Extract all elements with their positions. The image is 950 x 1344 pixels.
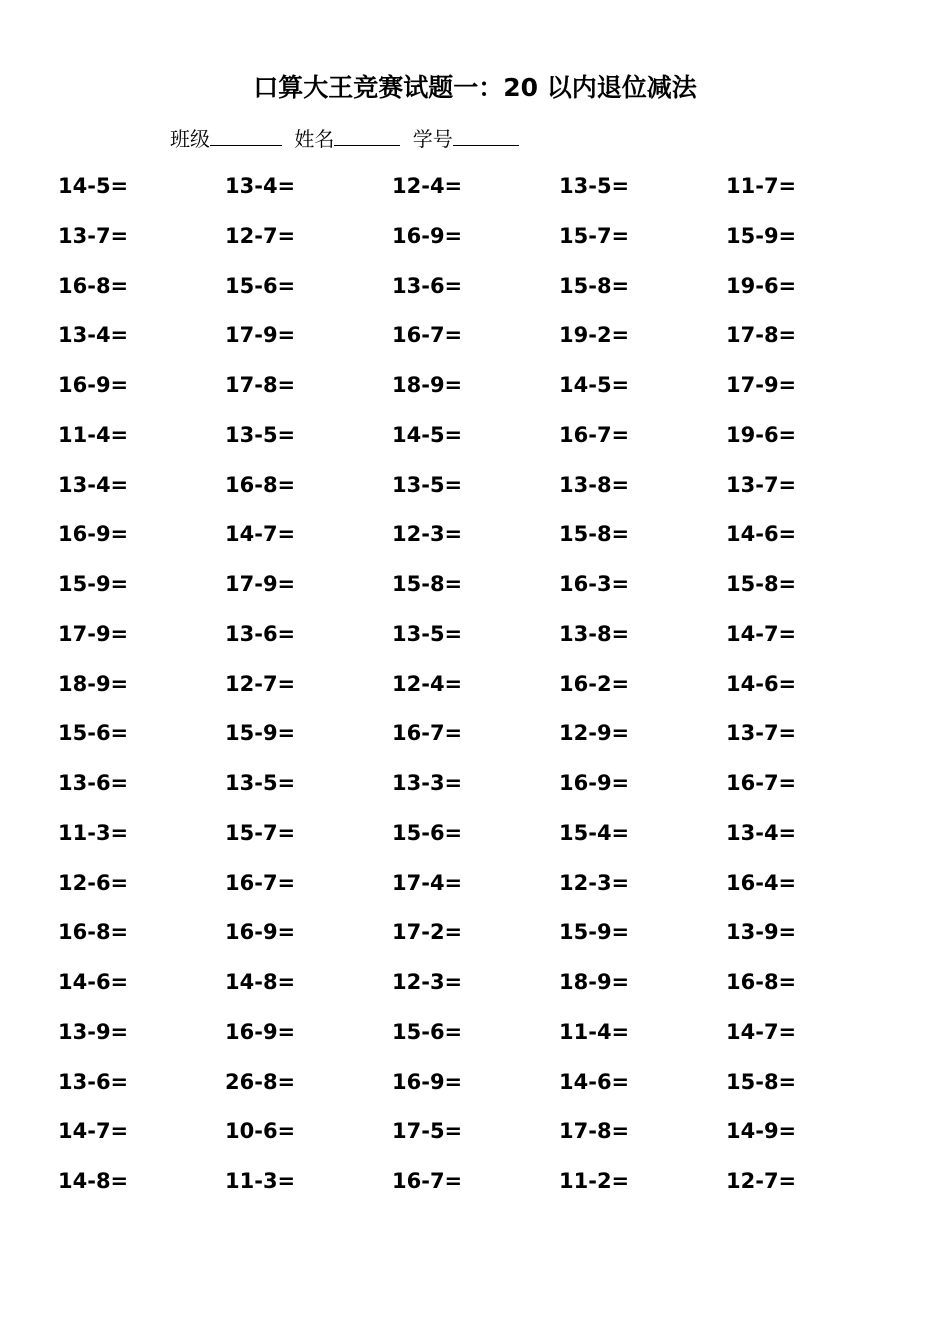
- subtraction-problem: 14-6=: [559, 1069, 630, 1094]
- subtraction-problem: 13-5=: [392, 621, 463, 646]
- student-number-blank: [453, 123, 519, 146]
- subtraction-problem: 15-9=: [726, 223, 797, 248]
- subtraction-problem: 13-6=: [58, 1069, 129, 1094]
- subtraction-problem: 14-7=: [58, 1119, 129, 1144]
- problem-row: [58, 817, 893, 867]
- subtraction-problem: 14-6=: [726, 522, 797, 547]
- subtraction-problem: 16-4=: [726, 870, 797, 895]
- subtraction-problem: 17-9=: [58, 621, 129, 646]
- subtraction-problem: 14-9=: [726, 1119, 797, 1144]
- subtraction-problem: 14-7=: [726, 621, 797, 646]
- subtraction-problem: 16-7=: [392, 323, 463, 348]
- subtraction-problem: 15-9=: [225, 721, 296, 746]
- subtraction-problem: 18-9=: [392, 373, 463, 397]
- problem-row: [58, 270, 893, 320]
- subtraction-problem: 12-7=: [225, 223, 296, 248]
- problem-row: [58, 1066, 893, 1116]
- subtraction-problem: 12-3=: [392, 522, 463, 547]
- subtraction-problem: 13-7=: [726, 472, 797, 497]
- subtraction-problem: 16-8=: [58, 273, 129, 298]
- problem-row: [58, 568, 893, 618]
- subtraction-problem: 14-8=: [58, 1169, 129, 1193]
- problem-row: [58, 469, 893, 519]
- subtraction-problem: 16-3=: [559, 572, 630, 596]
- subtraction-problem: 16-7=: [559, 422, 630, 447]
- subtraction-problem: 13-5=: [225, 422, 296, 447]
- subtraction-problem: 18-9=: [58, 671, 129, 696]
- subtraction-problem: 16-8=: [726, 970, 797, 994]
- subtraction-problem: 16-8=: [225, 472, 296, 497]
- subtraction-problem: 12-7=: [726, 1169, 797, 1193]
- subtraction-problem: 13-9=: [58, 1019, 129, 1044]
- problem-row: [58, 1115, 893, 1165]
- subtraction-problem: 14-5=: [58, 174, 129, 198]
- subtraction-problem: 14-7=: [726, 1019, 797, 1044]
- subtraction-problem: 15-6=: [225, 273, 296, 298]
- subtraction-problem: 12-3=: [392, 970, 463, 994]
- name-label: 姓名: [294, 127, 335, 151]
- subtraction-problem: 14-5=: [392, 422, 463, 447]
- problem-row: [58, 319, 893, 369]
- subtraction-problem: 13-4=: [58, 323, 129, 348]
- subtraction-problem: 13-7=: [726, 721, 797, 746]
- subtraction-problem: 16-7=: [392, 721, 463, 746]
- subtraction-problem: 15-8=: [726, 1069, 797, 1094]
- subtraction-problem: 15-6=: [58, 721, 129, 746]
- problem-row: [58, 220, 893, 270]
- subtraction-problem: 16-9=: [559, 771, 630, 795]
- subtraction-problem: 13-9=: [726, 920, 797, 945]
- subtraction-problem: 12-7=: [225, 671, 296, 696]
- problem-row: [58, 618, 893, 668]
- subtraction-problem: 17-8=: [559, 1119, 630, 1144]
- subtraction-problem: 17-8=: [726, 323, 797, 348]
- subtraction-problem: 14-8=: [225, 970, 296, 994]
- student-info-line: [170, 123, 525, 154]
- problem-row: [58, 717, 893, 767]
- subtraction-problem: 15-7=: [225, 820, 296, 845]
- subtraction-problem: 11-4=: [559, 1019, 630, 1044]
- problem-row: [58, 668, 893, 718]
- subtraction-problem: 12-4=: [392, 174, 463, 198]
- subtraction-problem: 16-9=: [392, 1069, 463, 1094]
- subtraction-problem: 13-5=: [225, 771, 296, 795]
- subtraction-problem: 13-3=: [392, 771, 463, 795]
- student-number-label: 学号: [412, 127, 453, 151]
- subtraction-problem: 11-2=: [559, 1169, 630, 1193]
- subtraction-problem: 14-5=: [559, 373, 630, 397]
- subtraction-problem: 13-7=: [58, 223, 129, 248]
- subtraction-problem: 13-6=: [225, 621, 296, 646]
- problem-row: [58, 518, 893, 568]
- problem-row: [58, 966, 893, 1016]
- subtraction-problem: 15-8=: [559, 273, 630, 298]
- subtraction-problem: 12-6=: [58, 870, 129, 895]
- subtraction-problem: 13-6=: [58, 771, 129, 795]
- subtraction-problem: 17-9=: [225, 572, 296, 596]
- problem-row: [58, 1016, 893, 1066]
- subtraction-problem: 13-5=: [392, 472, 463, 497]
- subtraction-problem: 17-9=: [726, 373, 797, 397]
- worksheet-title: 口算大王竞赛试题一：20 以内退位减法: [253, 73, 697, 102]
- subtraction-problem: 12-3=: [559, 870, 630, 895]
- subtraction-problem: 11-3=: [225, 1169, 296, 1193]
- subtraction-problem: 17-9=: [225, 323, 296, 348]
- subtraction-problem: 13-8=: [559, 621, 630, 646]
- subtraction-problem: 17-2=: [392, 920, 463, 945]
- subtraction-problem: 15-9=: [58, 572, 129, 596]
- subtraction-problem: 14-7=: [225, 522, 296, 547]
- subtraction-problem: 13-6=: [392, 273, 463, 298]
- class-label: 班级: [170, 127, 210, 151]
- problem-row: [58, 867, 893, 917]
- subtraction-problem: 26-8=: [225, 1069, 296, 1094]
- subtraction-problem: 13-5=: [559, 174, 630, 198]
- subtraction-problem: 16-7=: [225, 870, 296, 895]
- subtraction-problem: 16-9=: [58, 522, 129, 547]
- subtraction-problem: 16-9=: [58, 373, 129, 397]
- problem-row: [58, 767, 893, 817]
- subtraction-problem: 14-6=: [726, 671, 797, 696]
- subtraction-problem: 16-7=: [392, 1169, 463, 1193]
- subtraction-problem: 11-4=: [58, 422, 129, 447]
- subtraction-problem: 19-6=: [726, 422, 797, 447]
- subtraction-problem: 16-9=: [225, 920, 296, 945]
- subtraction-problem: 14-6=: [58, 970, 129, 994]
- subtraction-problem: 15-8=: [559, 522, 630, 547]
- problem-row: [58, 170, 893, 220]
- problem-row: [58, 369, 893, 419]
- subtraction-problem: 17-5=: [392, 1119, 463, 1144]
- class-blank: [210, 123, 282, 146]
- subtraction-problem: 15-9=: [559, 920, 630, 945]
- subtraction-problem: 11-3=: [58, 820, 129, 845]
- subtraction-problem: 10-6=: [225, 1119, 296, 1144]
- problem-grid: [58, 170, 893, 1215]
- subtraction-problem: 16-9=: [392, 223, 463, 248]
- subtraction-problem: 13-4=: [726, 820, 797, 845]
- problem-row: [58, 419, 893, 469]
- subtraction-problem: 16-9=: [225, 1019, 296, 1044]
- subtraction-problem: 15-6=: [392, 820, 463, 845]
- subtraction-problem: 16-7=: [726, 771, 797, 795]
- subtraction-problem: 12-9=: [559, 721, 630, 746]
- name-blank: [334, 123, 400, 146]
- subtraction-problem: 15-6=: [392, 1019, 463, 1044]
- problem-row: [58, 916, 893, 966]
- subtraction-problem: 12-4=: [392, 671, 463, 696]
- subtraction-problem: 16-2=: [559, 671, 630, 696]
- subtraction-problem: 15-4=: [559, 820, 630, 845]
- subtraction-problem: 15-8=: [392, 572, 463, 596]
- problem-row: [58, 1165, 893, 1215]
- subtraction-problem: 17-8=: [225, 373, 296, 397]
- subtraction-problem: 17-4=: [392, 870, 463, 895]
- subtraction-problem: 15-8=: [726, 572, 797, 596]
- subtraction-problem: 19-6=: [726, 273, 797, 298]
- subtraction-problem: 15-7=: [559, 223, 630, 248]
- subtraction-problem: 19-2=: [559, 323, 630, 348]
- subtraction-problem: 13-4=: [225, 174, 296, 198]
- subtraction-problem: 11-7=: [726, 174, 797, 198]
- subtraction-problem: 13-4=: [58, 472, 129, 497]
- subtraction-problem: 18-9=: [559, 970, 630, 994]
- subtraction-problem: 13-8=: [559, 472, 630, 497]
- subtraction-problem: 16-8=: [58, 920, 129, 945]
